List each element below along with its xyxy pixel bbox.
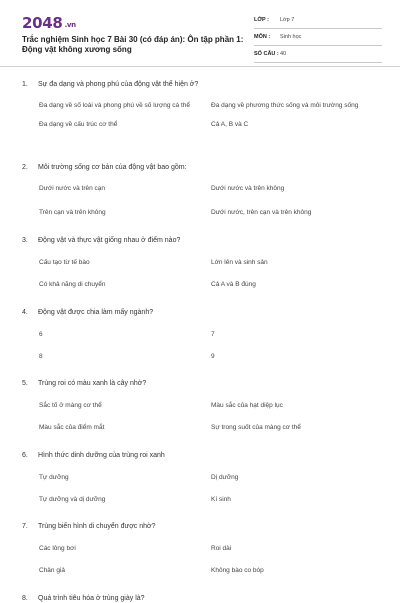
question-text (22, 163, 383, 172)
question-number: 5. (22, 380, 28, 387)
option-b[interactable]: 7 (211, 331, 215, 338)
question-number: 4. (22, 309, 28, 316)
question-text (22, 308, 383, 317)
meta-row-count (254, 46, 382, 63)
option-c[interactable]: 8 (39, 353, 43, 360)
question-stem: Trùng roi có màu xanh là cây nhờ? (38, 380, 147, 387)
option-d[interactable]: 9 (211, 353, 215, 360)
meta-info (254, 12, 382, 63)
meta-key: LỚP : (254, 17, 269, 23)
option-grid (39, 473, 383, 504)
option-a[interactable]: Đa dạng về số loài và phong phú về số lượng cá thể (39, 102, 190, 109)
logo-number: 2048 (22, 14, 63, 32)
question-2 (22, 163, 383, 217)
question-number: 2. (22, 164, 28, 171)
question-text (22, 379, 383, 388)
question-stem: Sự đa dạng và phong phú của động vật thể hiện ở? (38, 81, 199, 88)
option-c[interactable]: Chân giả (39, 567, 66, 574)
question-4 (22, 308, 383, 361)
question-stem: Quá trình tiêu hóa ở trùng giày là? (38, 595, 145, 602)
option-grid (39, 330, 383, 361)
question-7 (22, 522, 383, 575)
question-number: 7. (22, 523, 28, 530)
logo-suffix: .vn (64, 21, 76, 29)
meta-key: MÔN : (254, 34, 271, 40)
document-title: Trắc nghiệm Sinh học 7 Bài 30 (có đáp án): Ôn tập phần 1: Động vật không xương sống (22, 35, 244, 54)
option-d[interactable]: Cả A và B đúng (211, 281, 256, 288)
option-d[interactable]: Kí sinh (211, 496, 231, 503)
question-number: 3. (22, 237, 28, 244)
meta-value: 40 (280, 51, 287, 57)
question-stem: Động vật và thực vật giống nhau ở điểm nào? (38, 237, 181, 244)
option-a[interactable]: Các lông bơi (39, 545, 76, 552)
question-text (22, 80, 383, 89)
option-grid (39, 258, 383, 289)
meta-value: Lớp 7 (280, 17, 295, 23)
option-a[interactable]: Dưới nước và trên cạn (39, 185, 105, 192)
meta-row-subject (254, 29, 382, 46)
question-number: 6. (22, 452, 28, 459)
option-a[interactable]: 6 (39, 331, 43, 338)
option-b[interactable]: Lớn lên và sinh sản (211, 259, 268, 266)
option-grid (39, 544, 383, 575)
option-c[interactable]: Tự dưỡng và dị dưỡng (39, 496, 106, 503)
option-b[interactable]: Roi dài (211, 545, 232, 552)
meta-key: SỐ CÂU : (254, 51, 279, 57)
option-d[interactable]: Dưới nước, trên cạn và trên không (211, 209, 312, 216)
option-grid (39, 401, 383, 432)
question-number: 8. (22, 595, 28, 602)
question-text (22, 522, 383, 531)
site-logo[interactable] (22, 14, 76, 32)
option-a[interactable]: Cấu tạo từ tế bào (39, 259, 90, 266)
question-3 (22, 236, 383, 289)
question-text (22, 236, 383, 245)
option-grid (39, 101, 383, 129)
question-text (22, 594, 145, 603)
question-1 (22, 80, 383, 129)
question-stem: Môi trường sống cơ bản của động vật bao gồm: (38, 164, 187, 171)
option-a[interactable]: Sắc tố ở màng cơ thể (39, 402, 102, 409)
meta-value: Sinh học (280, 34, 302, 40)
option-d[interactable]: Sự trong suốt của màng cơ thể (211, 424, 301, 431)
option-b[interactable]: Đa dạng về phương thức sống và môi trường sống (211, 102, 359, 109)
question-text (22, 451, 383, 460)
option-d[interactable]: Cả A, B và C (211, 121, 249, 128)
question-6 (22, 451, 383, 504)
question-stem: Động vật được chia làm mấy ngành? (38, 309, 154, 316)
option-d[interactable]: Không bào co bóp (211, 567, 264, 574)
page-header (0, 0, 400, 67)
option-c[interactable]: Màu sắc của điểm mắt (39, 424, 105, 431)
option-c[interactable]: Có khả năng di chuyển (39, 281, 106, 288)
question-stem: Trùng biến hình di chuyển được nhờ? (38, 523, 156, 530)
option-a[interactable]: Tự dưỡng (39, 474, 69, 481)
option-b[interactable]: Dị dưỡng (211, 474, 239, 481)
option-b[interactable]: Dưới nước và trên không (211, 185, 285, 192)
question-number: 1. (22, 81, 28, 88)
option-c[interactable]: Đa dạng về cấu trúc cơ thể (39, 121, 118, 128)
option-b[interactable]: Màu sắc của hạt diệp lục (211, 402, 283, 409)
meta-row-class (254, 12, 382, 29)
question-stem: Hình thức dinh dưỡng của trùng roi xanh (38, 452, 165, 459)
option-c[interactable]: Trên cạn và trên không (39, 209, 106, 216)
question-5 (22, 379, 383, 432)
question-8 (22, 594, 145, 603)
option-grid (39, 184, 383, 217)
